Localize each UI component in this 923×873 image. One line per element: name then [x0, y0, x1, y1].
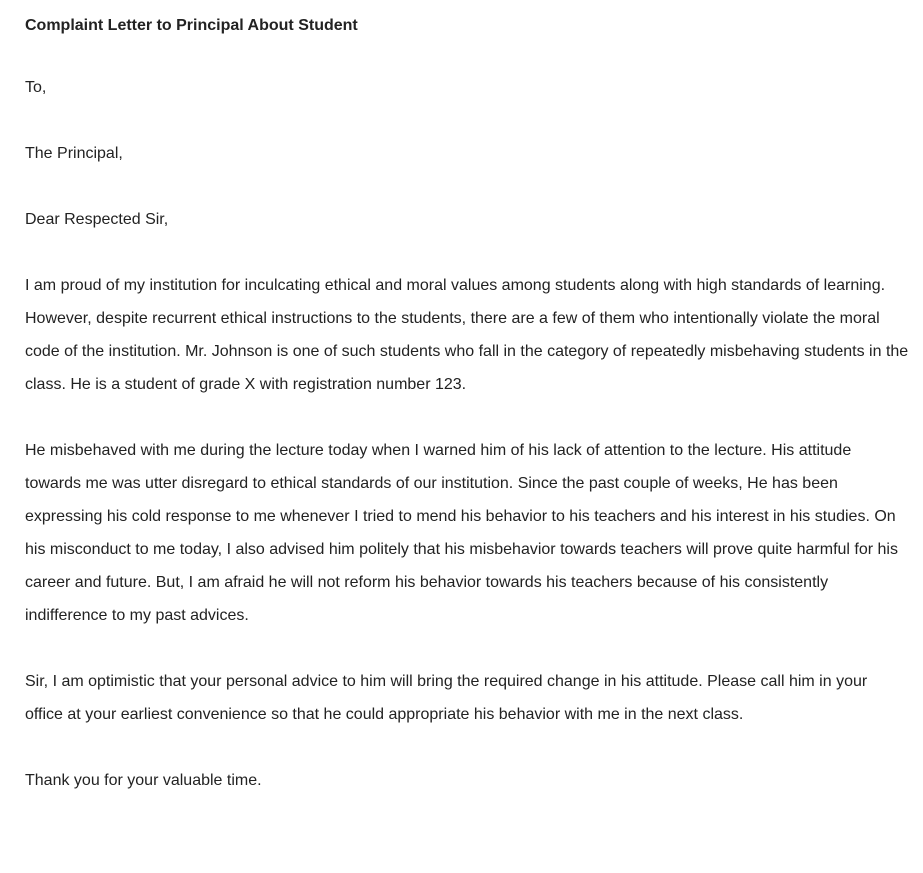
letter-salutation: Dear Respected Sir,: [25, 211, 169, 228]
letter-closing: Thank you for your valuable time.: [25, 772, 262, 789]
letter-to-line: To,: [25, 79, 47, 96]
letter-title: Complaint Letter to Principal About Student: [25, 17, 358, 34]
letter-paragraph-3: Sir, I am optimistic that your personal advice to him will bring the required change in his attitude. Please call him in your office at your earliest convenience so that he could appropriate his behavior with me in the next class.: [25, 673, 868, 723]
letter-recipient: The Principal,: [25, 145, 123, 162]
letter-paragraph-1: I am proud of my institution for inculcating ethical and moral values among students along with high standards of learning. However, despite recurrent ethical instructions to the students, there are a few of them who intentionally violate the moral code of the institution. Mr. Johnson is one of such students who fall in the category of repeatedly misbehaving students in the class. He is a student of grade X with registration number 123.: [25, 277, 909, 393]
letter-paragraph-2: He misbehaved with me during the lecture today when I warned him of his lack of attention to the lecture. His attitude towards me was utter disregard to ethical standards of our institution. Since the past couple of weeks, He has been expressing his cold response to me whenever I tried to mend his behavior to his teachers and his interest in his studies. On his misconduct to me today, I also advised him politely that his misbehavior towards teachers will prove quite harmful for his career and future. But, I am afraid he will not reform his behavior towards his teachers because of his consistently indifference to my past advices.: [25, 442, 898, 624]
